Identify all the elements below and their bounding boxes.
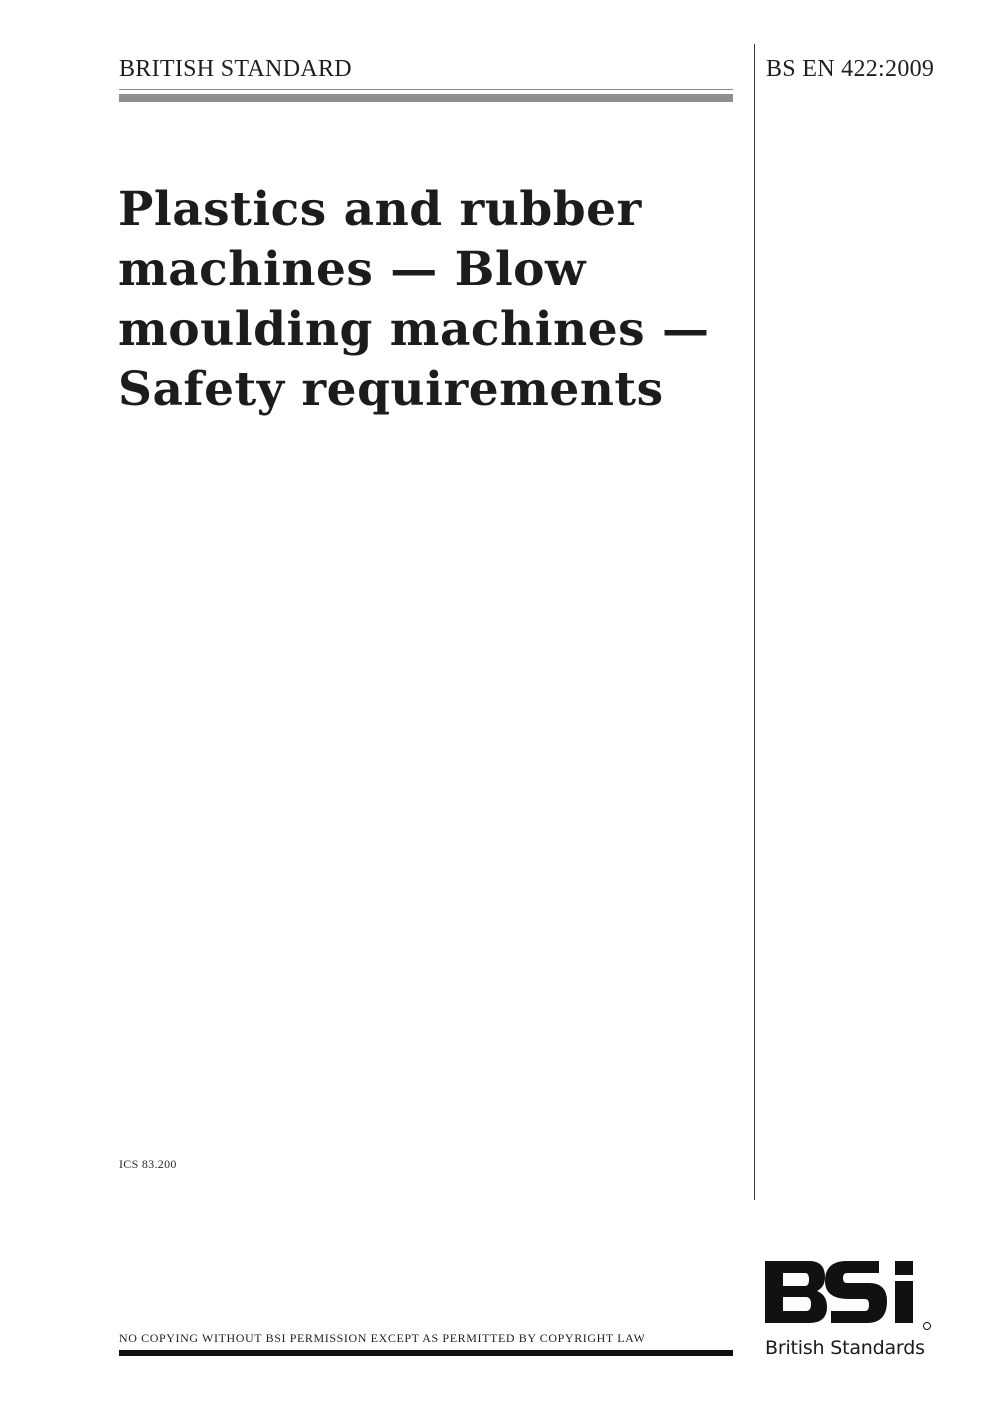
column-divider xyxy=(754,44,755,1200)
document-title xyxy=(118,180,738,420)
title-line-4: Safety requirements xyxy=(118,362,664,417)
series-label: BRITISH STANDARD xyxy=(119,56,352,82)
title-line-1: Plastics and rubber xyxy=(118,182,642,237)
logo-caption: British Standards xyxy=(765,1337,925,1359)
document-number: BS EN 422:2009 xyxy=(766,56,935,82)
title-line-2: machines — Blow xyxy=(118,242,586,297)
title-line-3: moulding machines — xyxy=(118,302,710,357)
ics-code: ICS 83.200 xyxy=(119,1157,177,1171)
copyright-notice: NO COPYING WITHOUT BSI PERMISSION EXCEPT AS PERMITTED BY COPYRIGHT LAW xyxy=(119,1331,646,1345)
header-rule-thin xyxy=(119,89,733,90)
footer-rule xyxy=(119,1350,733,1356)
header-rule-thick xyxy=(119,94,733,102)
